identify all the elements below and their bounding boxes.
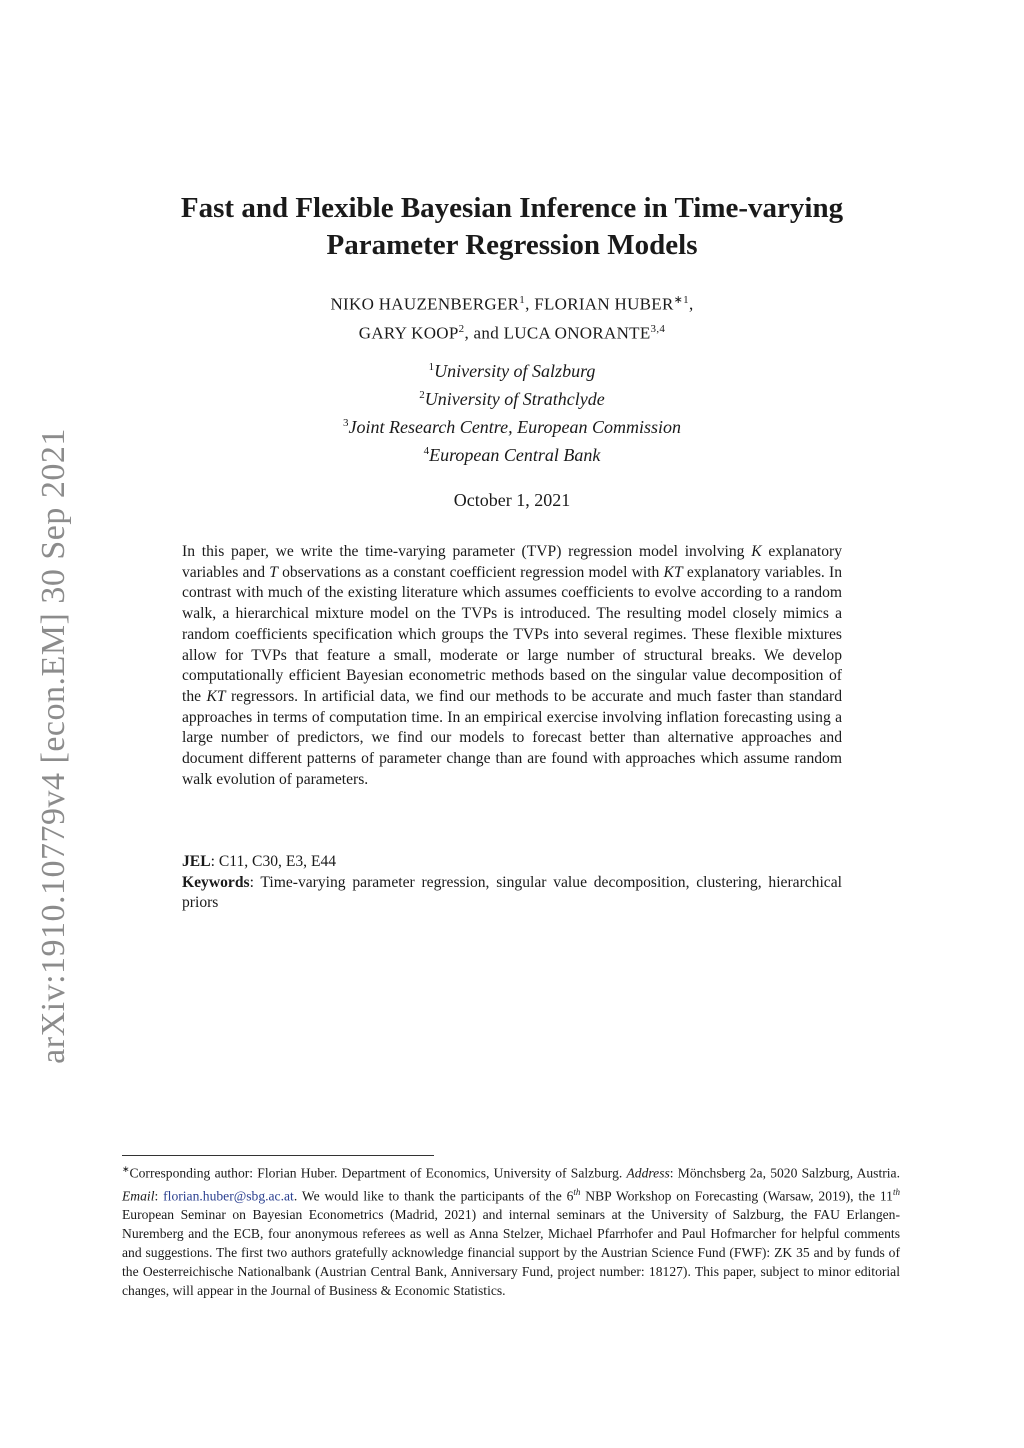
jel-codes: JEL: C11, C30, E3, E44 [182,853,337,870]
title-line-1: Fast and Flexible Bayesian Inference in Time-varying [180,192,844,224]
keywords: Keywords: Time-varying parameter regression, singular value decomposition, clustering, hierarchical priors [182,873,842,912]
classification [182,852,842,914]
affiliation-4: $^4$European Central Bank [423,445,601,465]
footnote-divider [122,1155,434,1156]
authors-line-2: GARY KOOP$^2$, and LUCA ONORANTE$^{3,4}$ [358,322,666,343]
author-hauzenberger: NIKO HAUZENBERGER [330,294,520,314]
abstract: In this paper, we write the time-varying parameter (TVP) regression model involving K explanatory variables and T observations as a constant coefficient regression model with KT explanatory variables. In contrast with much of the existing literature which assumes coefficients to evolve according to a random walk, a hierarchical mixture model on the TVPs is introduced. The resulting model closely mimics a random coefficients specification which groups the TVPs into several regimes. These flexible mixtures allow for TVPs that feature a small, moderate or large number of structural breaks. We develop computationally efficient Bayesian econometric methods based on the singular value decomposition of the KT regressors. In artificial data, we find our methods to be accurate and much faster than standard approaches in terms of computation time. In an empirical exercise involving inflation forecasting using a large number of predictors, we find our models to forecast better than alternative approaches and document different patterns of parameter change than are found with approaches which assume random walk evolution of parameters. [182,543,842,788]
affiliation-3: $^3$Joint Research Centre, European Commission [343,417,681,437]
author-koop: GARY KOOP [358,323,459,343]
author-huber: FLORIAN HUBER [534,294,674,314]
affiliation-1: $^1$University of Salzburg [428,361,596,381]
affiliations [110,355,914,467]
author-list [110,288,914,345]
affiliation-2: $^2$University of Strathclyde [419,389,605,409]
arxiv-identifier-stamp: arXiv:1910.10779v4 [econ.EM] 30 Sep 2021 [35,428,72,1064]
title-line-2: Parameter Regression Models [326,229,698,261]
publication-date: October 1, 2021 [453,490,571,510]
footnote: ∗Corresponding author: Florian Huber. Department of Economics, University of Salzburg. Address: Mönchsberg 2a, 5020 Salzburg, Austria. Email: florian.huber@sbg.ac.at. We would like to thank the participants of the 6th NBP Workshop on Forecasting (Warsaw, 2019), the 11th European Seminar on Bayesian Econometrics (Madrid, 2021) and internal seminars at the University of Salzburg, the FAU Erlangen-Nuremberg and the ECB, four anonymous referees as well as Anna Stelzer, Michael Pfarrhofer and Paul Hofmarcher for helpful comments and suggestions. The first two authors gratefully acknowledge financial support by the Austrian Science Fund (FWF): ZK 35 and by funds of the Oesterreichische Nationalbank (Austrian Central Bank, Anniversary Fund, project number: 18127). This paper, subject to minor editorial changes, will appear in the Journal of Business & Economic Statistics. [122,1164,900,1299]
authors-line-1: NIKO HAUZENBERGER$^1$, FLORIAN $HUBER^{∗1}$, [330,294,694,314]
email-link[interactable]: florian.huber@sbg.ac.at [163,1188,294,1204]
author-onorante: LUCA ONORANTE [503,323,651,343]
paper-title [110,190,914,264]
